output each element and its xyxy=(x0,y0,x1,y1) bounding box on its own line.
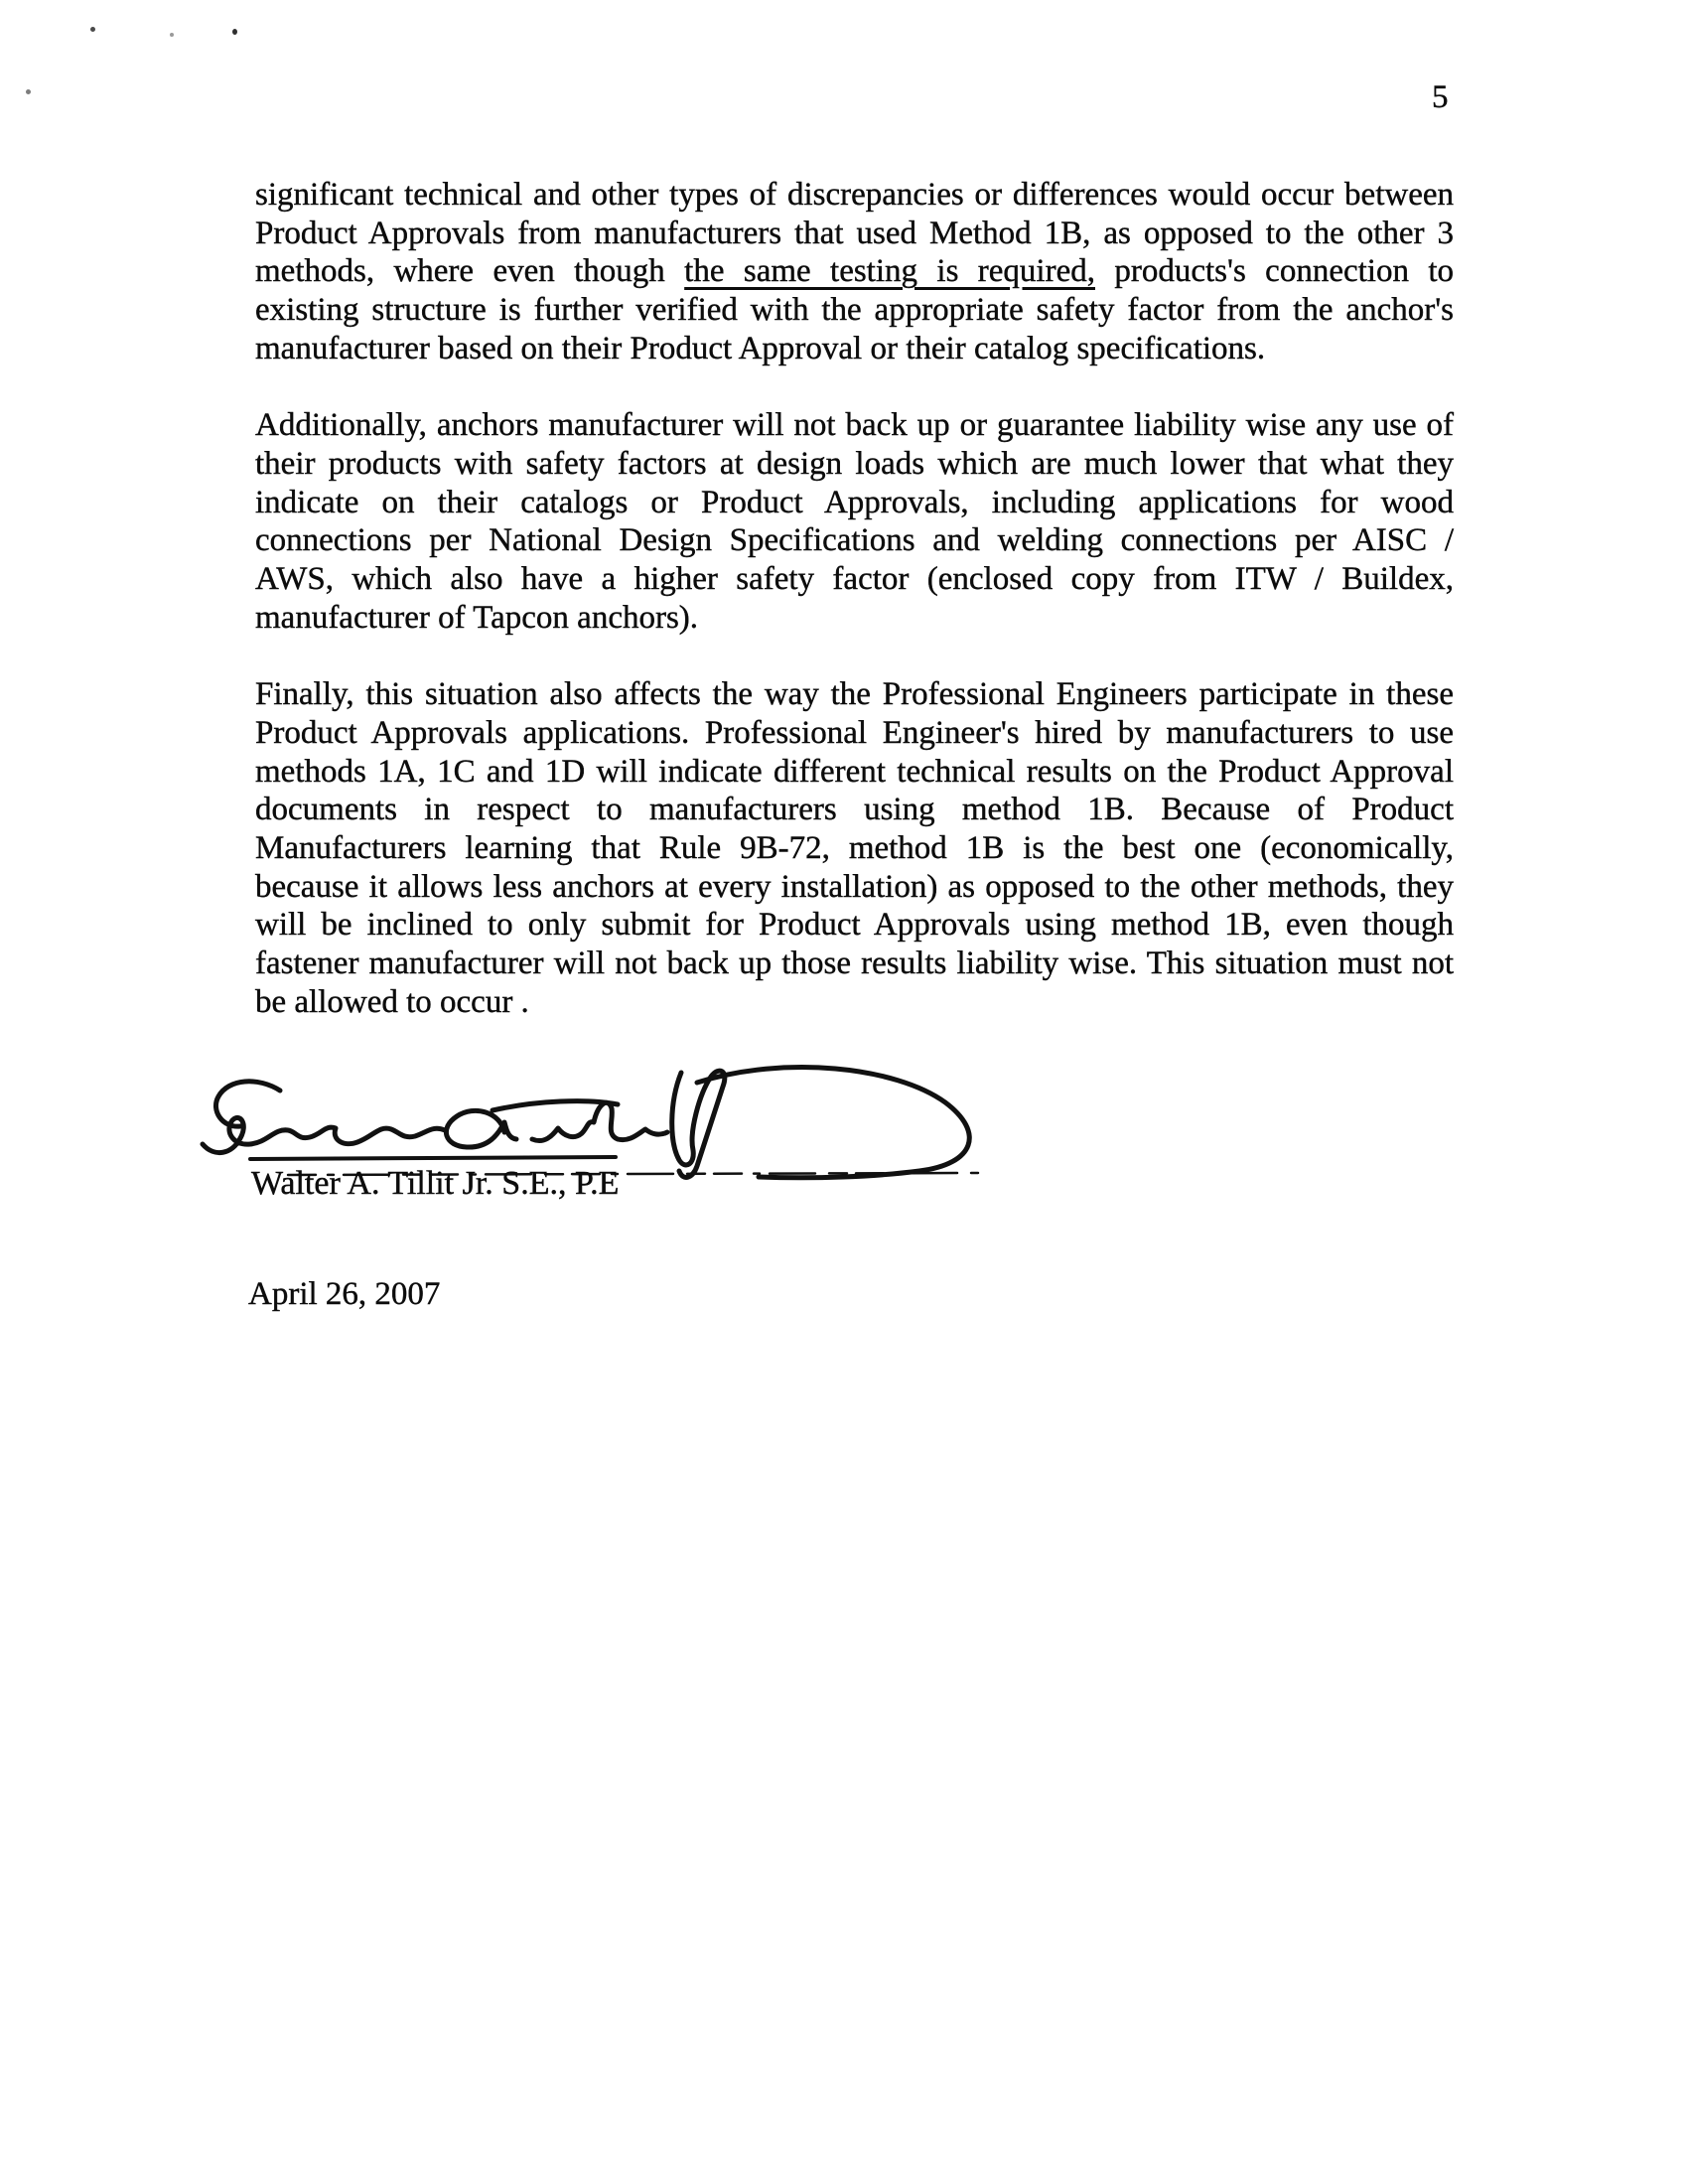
scan-speck xyxy=(170,33,174,37)
signatory-name: Walter A. Tillit Jr. S.E., P.E xyxy=(251,1165,620,1202)
text-segment: products's connection to xyxy=(1094,253,1454,290)
text-line xyxy=(255,714,1454,753)
text-line xyxy=(255,484,1454,522)
text-segment: documents in respect to manufacturers using method 1B. Because of Product xyxy=(255,792,1454,828)
text-segment: Additionally, anchors manufacturer will not back up or guarantee liability wise any use of xyxy=(255,407,1454,444)
text-segment: fastener manufacturer will not back up those results liability wise. This situation must not xyxy=(255,946,1454,982)
text-segment: manufacturer of Tapcon anchors). xyxy=(255,599,699,636)
text-line xyxy=(255,599,1454,638)
text-line xyxy=(255,560,1454,599)
text-line xyxy=(255,906,1454,945)
text-line xyxy=(255,675,1454,714)
signature-icon xyxy=(139,1041,1092,1239)
page-number: 5 xyxy=(1432,79,1449,115)
underlined-phrase: the same testing is required, xyxy=(684,253,1095,290)
text-line xyxy=(255,176,1454,215)
paragraph xyxy=(255,176,1454,368)
text-segment: AWS, which also have a higher safety factor (enclosed copy from ITW / Buildex, xyxy=(255,561,1454,598)
text-segment: manufacturer based on their Product Approval or their catalog specifications. xyxy=(255,330,1266,366)
text-segment: their products with safety factors at design loads which are much lower that what they xyxy=(255,445,1454,482)
text-segment: be allowed to occur . xyxy=(255,983,529,1020)
text-segment: significant technical and other types of discrepancies or differences would occur between xyxy=(255,177,1454,213)
text-line xyxy=(255,252,1454,291)
text-segment: indicate on their catalogs or Product Approvals, including applications for wood xyxy=(255,484,1454,520)
text-line xyxy=(255,521,1454,560)
paragraph xyxy=(255,675,1454,1021)
text-segment: Finally, this situation also affects the way the Professional Engineers participate in these xyxy=(255,676,1454,713)
scan-speck xyxy=(26,89,31,94)
text-line xyxy=(255,983,1454,1022)
text-segment: methods, where even though xyxy=(255,253,685,290)
text-segment: because it allows less anchors at every installation) as opposed to the other methods, they xyxy=(255,868,1454,905)
text-line xyxy=(255,753,1454,792)
text-line xyxy=(255,868,1454,907)
text-segment: connections per National Design Specifications and welding connections per AISC / xyxy=(255,522,1454,559)
text-line xyxy=(255,791,1454,829)
text-segment: methods 1A, 1C and 1D will indicate different technical results on the Product Approval xyxy=(255,753,1454,790)
text-line xyxy=(255,406,1454,445)
text-line xyxy=(255,291,1454,330)
text-segment: Product Approvals from manufacturers that used Method 1B, as opposed to the other 3 xyxy=(255,215,1454,251)
text-segment: Manufacturers learning that Rule 9B-72, method 1B is the best one (economically, xyxy=(255,829,1454,866)
letter-body xyxy=(255,176,1454,1021)
text-line xyxy=(255,330,1454,368)
text-line xyxy=(255,445,1454,484)
paragraph xyxy=(255,406,1454,637)
text-line xyxy=(255,945,1454,983)
text-segment: existing structure is further verified with the appropriate safety factor from the anchor's xyxy=(255,292,1454,329)
text-segment: Product Approvals applications. Professional Engineer's hired by manufacturers to use xyxy=(255,714,1454,751)
scan-speck xyxy=(90,27,95,32)
letter-date: April 26, 2007 xyxy=(248,1276,441,1312)
text-line xyxy=(255,829,1454,868)
text-segment: will be inclined to only submit for Product Approvals using method 1B, even though xyxy=(255,907,1454,944)
scan-speck xyxy=(232,29,237,35)
text-line xyxy=(255,215,1454,253)
